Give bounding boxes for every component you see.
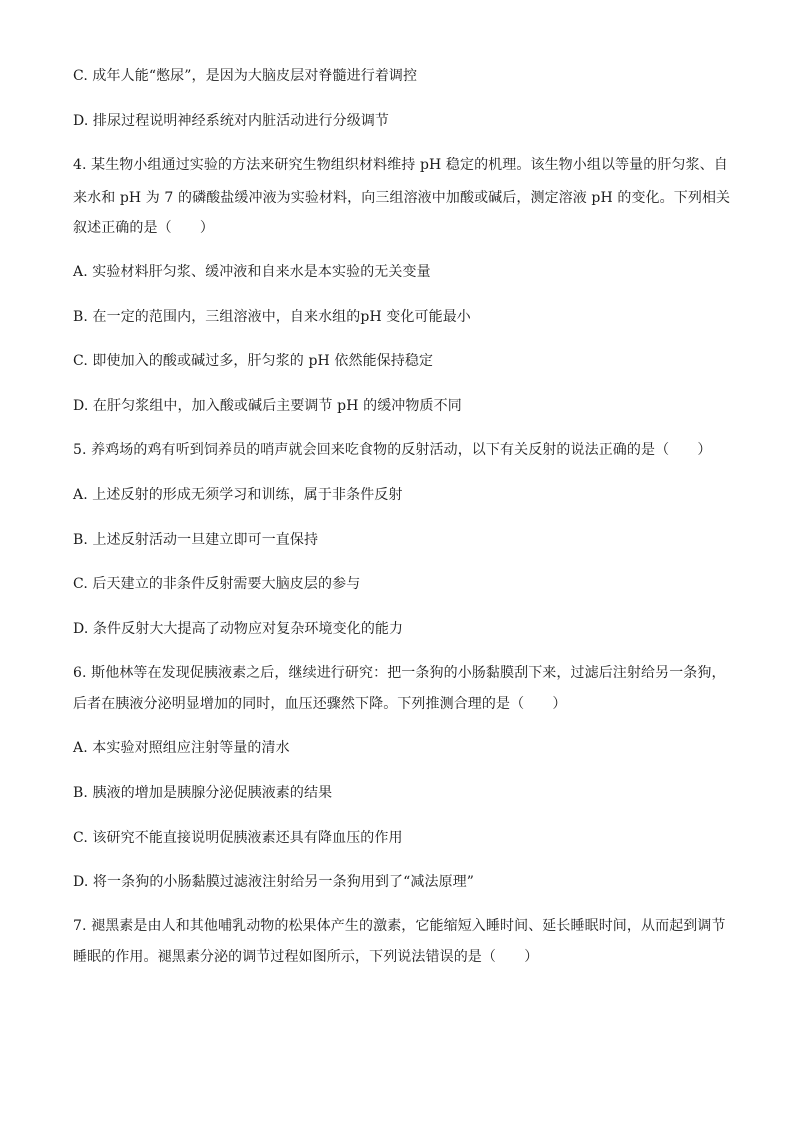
q6-option-b: B. 胰液的增加是胰腺分泌促胰液素的结果 xyxy=(73,785,333,801)
q4-option-c: C. 即使加入的酸或碱过多，肝匀浆的 pH 依然能保持稳定 xyxy=(73,353,434,369)
q6-stem-line-1: 6. 斯他林等在发现促胰液素之后，继续进行研究：把一条狗的小肠黏膜刮下来，过滤后注射给另一条狗， xyxy=(73,665,726,681)
q5-option-c: C. 后天建立的非条件反射需要大脑皮层的参与 xyxy=(73,576,361,592)
q3-option-c: C. 成年人能“憋尿”，是因为大脑皮层对脊髓进行着调控 xyxy=(73,68,418,84)
q5-option-a: A. 上述反射的形成无须学习和训练，属于非条件反射 xyxy=(73,487,403,503)
q6-option-c: C. 该研究不能直接说明促胰液素还具有降血压的作用 xyxy=(73,830,403,846)
q4-stem-line-2: 来水和 pH 为 7 的磷酸盐缓冲液为实验材料，向三组溶液中加酸或碱后，测定溶液 pH 的变化。下列相关 xyxy=(73,190,731,206)
q4-option-d: D. 在肝匀浆组中，加入酸或碱后主要调节 pH 的缓冲物质不同 xyxy=(73,398,462,414)
q6-option-a: A. 本实验对照组应注射等量的清水 xyxy=(73,740,290,756)
q5-stem-line-1: 5. 养鸡场的鸡有听到饲养员的哨声就会回来吃食物的反射活动，以下有关反射的说法正确的是（ ） xyxy=(73,442,712,458)
q7-stem-line-2: 睡眠的作用。褪黑素分泌的调节过程如图所示，下列说法错误的是（ ） xyxy=(73,949,539,965)
q4-option-b: B. 在一定的范围内，三组溶液中，自来水组的pH 变化可能最小 xyxy=(73,309,471,325)
q5-option-b: B. 上述反射活动一旦建立即可一直保持 xyxy=(73,532,319,548)
q3-option-d: D. 排尿过程说明神经系统对内脏活动进行分级调节 xyxy=(73,113,390,129)
q5-option-d: D. 条件反射大大提高了动物应对复杂环境变化的能力 xyxy=(73,621,404,637)
q4-stem-line-3: 叙述正确的是（ ） xyxy=(73,220,214,236)
q6-option-d: D. 将一条狗的小肠黏膜过滤液注射给另一条狗用到了“减法原理” xyxy=(73,874,475,890)
q6-stem-line-2: 后者在胰液分泌明显增加的同时，血压还骤然下降。下列推测合理的是（ ） xyxy=(73,696,567,712)
q7-stem-line-1: 7. 褪黑素是由人和其他哺乳动物的松果体产生的激素，它能缩短入睡时间、延长睡眠时间，从而起到调节 xyxy=(73,918,726,934)
q4-option-a: A. 实验材料肝匀浆、缓冲液和自来水是本实验的无关变量 xyxy=(73,264,431,280)
q4-stem-line-1: 4. 某生物小组通过实验的方法来研究生物组织材料维持 pH 稳定的机理。该生物小组以等量的肝匀浆、自 xyxy=(73,157,728,173)
